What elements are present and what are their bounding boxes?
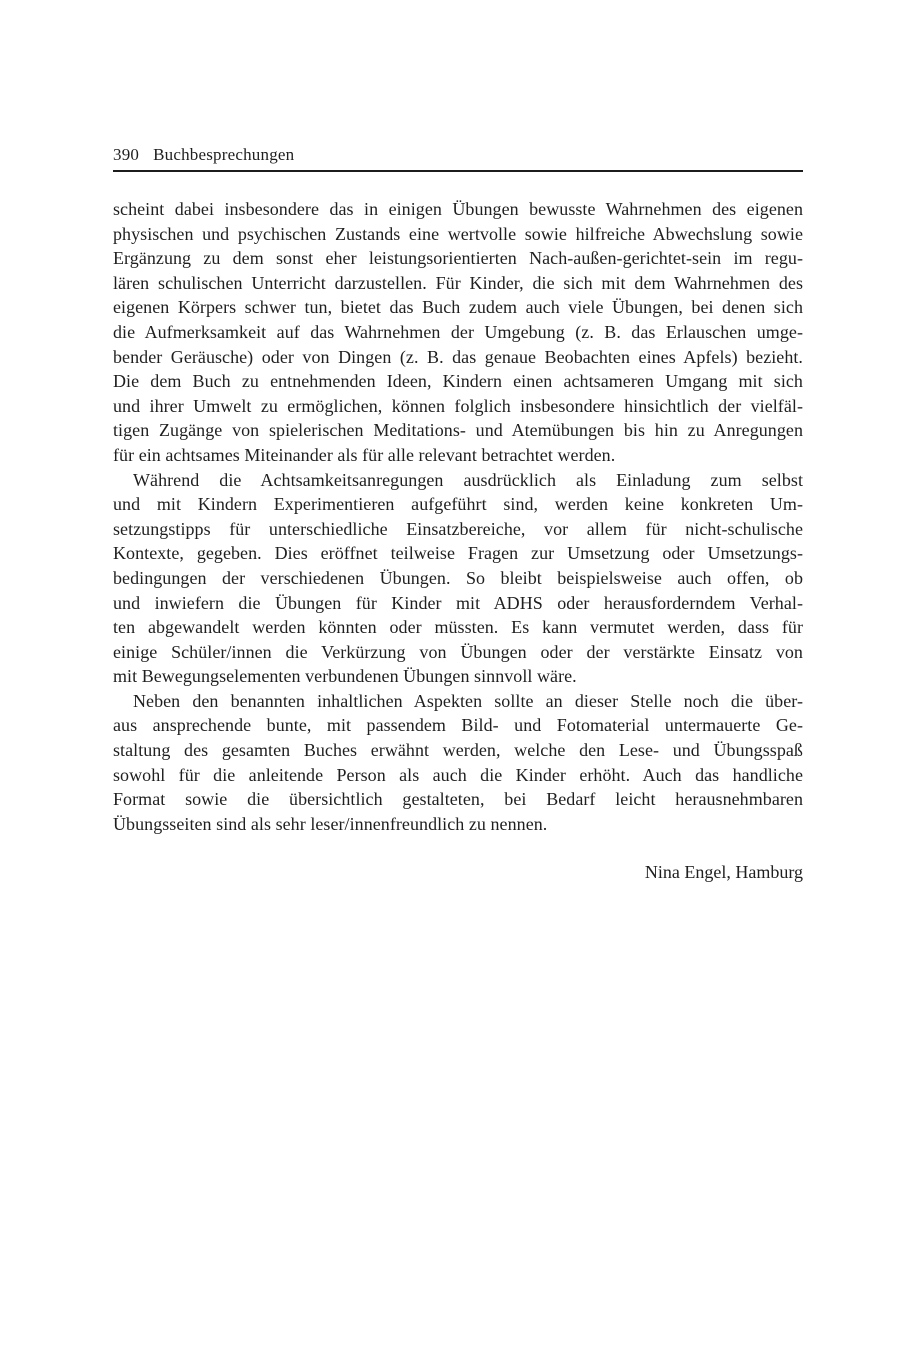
text-line: und inwiefern die Übungen für Kinder mit ADHS oder herausforderndem Verhal- xyxy=(113,592,803,613)
text-line: staltung des gesamten Buches erwähnt werden, welche den Lese- und Übungsspaß xyxy=(113,740,803,761)
text-line: und mit Kindern Experimentieren aufgeführt sind, werden keine konkreten Um- xyxy=(113,494,803,515)
header-rule xyxy=(113,170,803,172)
text-line: scheint dabei insbesondere das in einigen Übungen bewusste Wahrnehmen des eigenen xyxy=(113,199,803,219)
text-line: Neben den benannten inhaltlichen Aspekten sollte an dieser Stelle noch die über- xyxy=(133,690,803,711)
text-line: Die dem Buch zu entnehmenden Ideen, Kindern einen achtsameren Umgang mit sich xyxy=(113,371,803,392)
body-text xyxy=(113,197,803,836)
text-line: setzungstipps für unterschiedliche Einsatzbereiche, vor allem für nicht-schulische xyxy=(113,518,803,539)
paragraph xyxy=(113,197,803,468)
text-line: aus ansprechende bunte, mit passendem Bild- und Fotomaterial untermauerte Ge- xyxy=(113,715,803,736)
reviewer-signature: Nina Engel, Hamburg xyxy=(644,862,803,882)
text-line: für ein achtsames Miteinander als für alle relevant betrachtet werden. xyxy=(113,444,616,465)
text-line: tigen Zugänge von spielerischen Meditations- und Atemübungen bis hin zu Anregungen xyxy=(113,420,803,441)
paragraph xyxy=(113,689,803,837)
text-line: Während die Achtsamkeitsanregungen ausdrücklich als Einladung zum selbst xyxy=(133,469,803,490)
text-line: Format sowie die übersichtlich gestalteten, bei Bedarf leicht herausnehmbaren xyxy=(113,789,803,810)
section-title: Buchbesprechungen xyxy=(153,145,295,164)
page-number: 390 xyxy=(113,145,140,164)
text-line: Kontexte, gegeben. Dies eröffnet teilweise Fragen zur Umsetzung oder Umsetzungs- xyxy=(113,543,803,564)
text-line: sowohl für die anleitende Person als auch die Kinder erhöht. Auch das handliche xyxy=(113,764,803,785)
text-line: physischen und psychischen Zustands eine wertvolle sowie hilfreiche Abwechslung sowie xyxy=(113,223,803,244)
paragraph xyxy=(113,468,803,689)
text-line: Ergänzung zu dem sonst eher leistungsorientierten Nach-außen-gerichtet-sein im regu- xyxy=(113,248,803,269)
text-line: lären schulischen Unterricht darzustellen. Für Kinder, die sich mit dem Wahrnehmen des xyxy=(113,272,803,293)
text-line: und ihrer Umwelt zu ermöglichen, können folglich insbesondere hinsichtlich der vielfäl- xyxy=(113,395,803,416)
text-line: mit Bewegungselementen verbundenen Übungen sinnvoll wäre. xyxy=(113,666,577,687)
text-line: die Aufmerksamkeit auf das Wahrnehmen der Umgebung (z. B. das Erlauschen umge- xyxy=(113,321,803,342)
text-line: einige Schüler/innen die Verkürzung von Übungen oder der verstärkte Einsatz von xyxy=(113,641,803,662)
text-line: eigenen Körpers schwer tun, bietet das Buch zudem auch viele Übungen, bei denen sich xyxy=(113,297,803,318)
text-line: bedingungen der verschiedenen Übungen. So bleibt beispielsweise auch offen, ob xyxy=(113,567,803,588)
text-line: Übungsseiten sind als sehr leser/innenfreundlich zu nennen. xyxy=(113,813,548,834)
text-line: bender Geräusche) oder von Dingen (z. B. das genaue Beobachten eines Apfels) bezieht. xyxy=(113,346,803,367)
text-line: ten abgewandelt werden könnten oder müssten. Es kann vermutet werden, dass für xyxy=(113,617,803,638)
running-header xyxy=(113,144,803,166)
